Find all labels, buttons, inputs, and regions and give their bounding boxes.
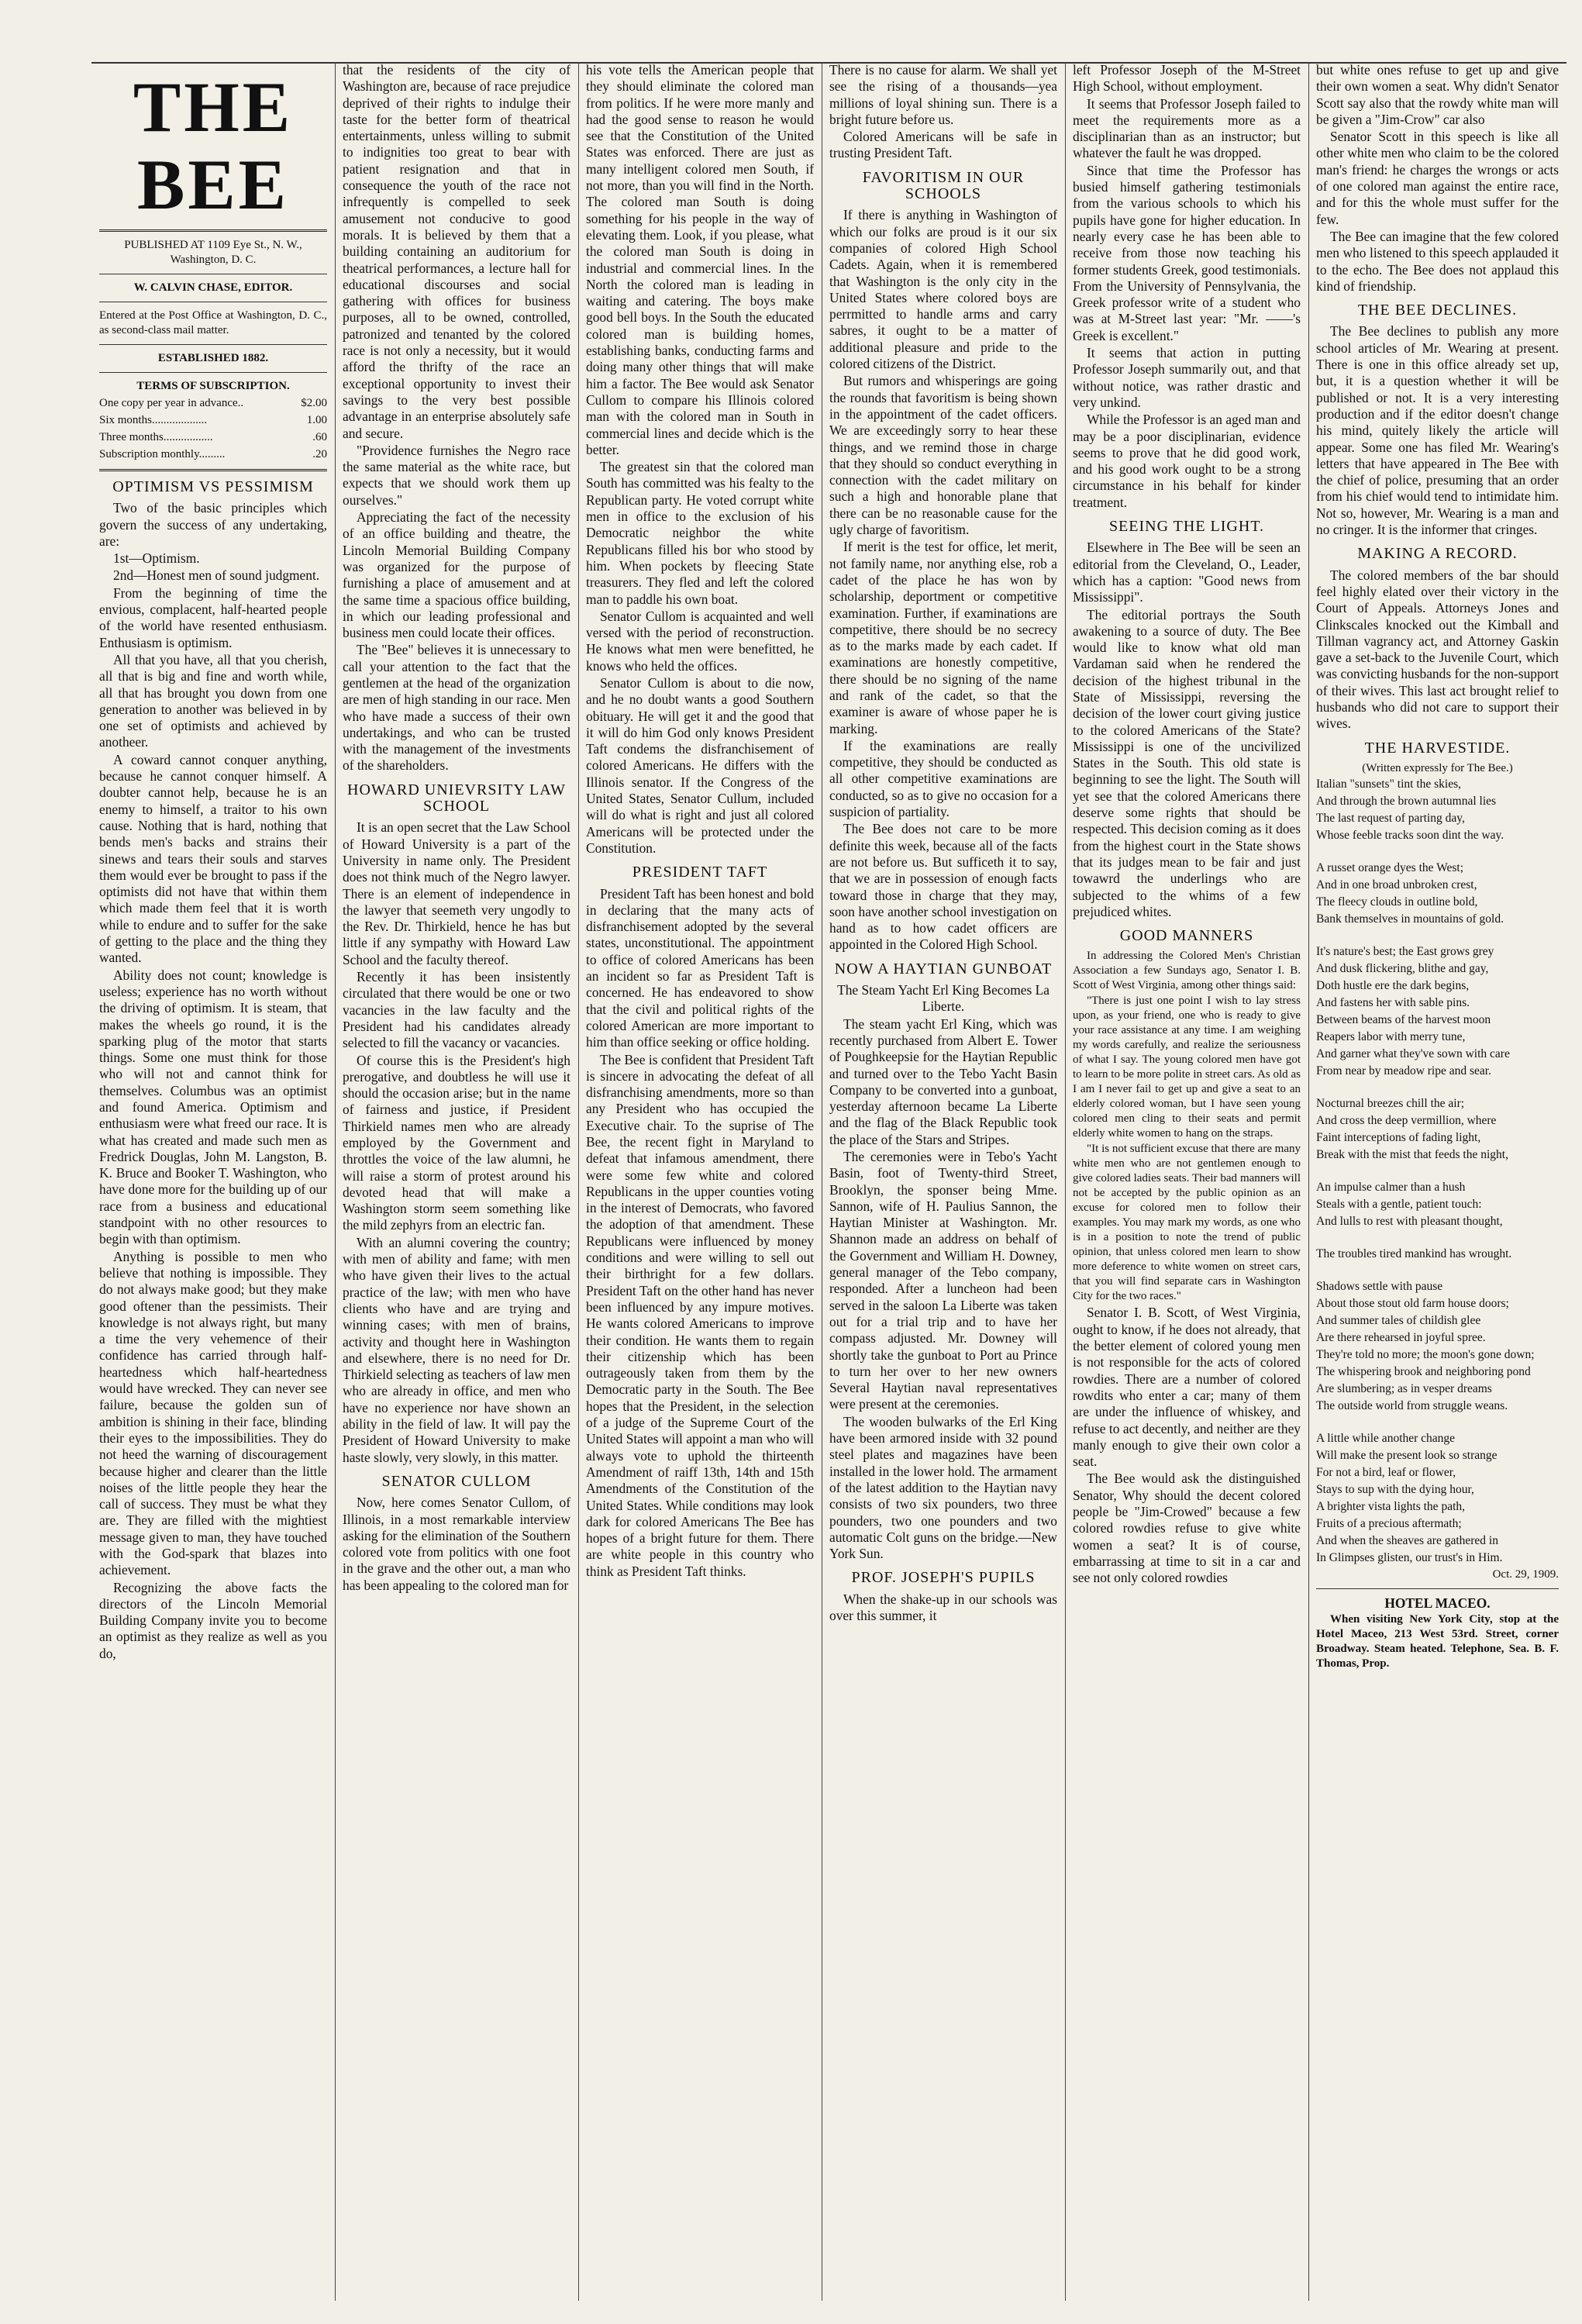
- article-paragraph: The Bee declines to publish any more school articles of Mr. Wearing at present. There is one in this office already set up, but, it is a question whether it will be published or not. It is a very interesting production and if the editor doesn't change his mind, quitely likely the article will appear. Some one has filed Mr. Wearing's letters that have appeared in The Bee with the chief of police, presuming that an order from his chief would tend to intimidate him. Not so, however, Mr. Wearing is a man and no cringer. It is the informer that cringes.: [1316, 323, 1559, 538]
- poem-stanza-gap: [1316, 1164, 1559, 1180]
- article-paragraph: President Taft has been honest and bold in declaring that the many acts of disfranchisement adopted by the several states, unconstitutional. The appointment to office of colored Americans has been an incident so far as President Taft is concerned. He has endeavored to show that the civil and political rights of the colored American are more important to him than office seeking or office holding.: [586, 885, 814, 1050]
- article-paragraph: In addressing the Colored Men's Christian Association a few Sundays ago, Senator I. B. Scott of West Virginia, among other things said:: [1073, 950, 1301, 992]
- headline-record: MAKING A RECORD.: [1357, 545, 1518, 563]
- column-3: [578, 62, 822, 2301]
- poem-line: Steals with a gentle, patient touch:: [1316, 1197, 1482, 1211]
- subheadline-haytian: The Steam Yacht Erl King Becomes La Liberte.: [837, 982, 1049, 1015]
- column-1: [91, 62, 335, 2301]
- article-paragraph: Of course this is the President's high prerogative, and doubtless he will use it should the occasion arise; but in the name of fairness and justice, if President Thirkield names men who are already employed by the Government and throttles the voice of the law alumni, he will raise a storm of protest around his devoted head that will make a Washington storm seem something like the mild zephyrs from an electric fan.: [343, 1052, 570, 1233]
- article-paragraph: that the residents of the city of Washington are, because of race prejudice deprived of their rights to indulge their taste for the better form of theatrical entertainments, unless willing to submit to indignities too great to bear with patient resignation and that in consequence the youth of the race not infrequently is compelled to seek amusement not conducive to good morals. It is believed by them that a building containing an auditorium for theatrical performances, a lecture hall for educational discourses and social gathering with offices for business purposes, all to be owned, controlled, patronized and tenanted by the colored race is not only a necessity, but it would afford the thrifty of the race an exceptional opportunity to invest their savings to the very best possible advantage in an enterprise absolutely safe and secure.: [343, 62, 570, 441]
- poem-line: Between beams of the harvest moon: [1316, 1012, 1491, 1026]
- article-paragraph: The steam yacht Erl King, which was recently purchased from Albert E. Tower of Poughkeepsie for the Haytian Republic and turned over to the Tebo Yacht Basin Company to be converted into a gunboat, yesterday afternoon became La Liberte and the flag of the Black Republic took the place of the Stars and Stripes.: [829, 1015, 1057, 1147]
- poem-line: Are slumbering; as in vesper dreams: [1316, 1381, 1492, 1395]
- poem-line: The last request of parting day,: [1316, 811, 1465, 825]
- poem-line: And lulls to rest with pleasant thought,: [1316, 1214, 1503, 1228]
- article-paragraph: Recently it has been insistently circulated that there would be one or two vacancies in the law faculty and the President had his candidates already selected to fill the vacancy or vacancies.: [343, 969, 570, 1051]
- divider: [99, 372, 327, 373]
- article-paragraph: A coward cannot conquer anything, because he cannot conquer himself. A doubter cannot help, because he is an enemy to himself, a traitor to his own cause. Nothing that is hard, nothing that bends men's backs and strains their sinews and tears their souls and starves them would ever be brought to pass if the optimists did not have that within them which made them feel that it is worth while to endure and to suffer for the sake of getting to the place and the thing they wanted.: [99, 751, 327, 966]
- article-paragraph: It is an open secret that the Law School of Howard University is a part of the University in name only. The President does not think much of the Negro lawyer. There is an element of independence in the lawyer that seemeth very ungodly to the Rev. Dr. Thirkield, hence he has but little if any sympathy with Howard Law School and the faculty thereof.: [343, 819, 570, 967]
- article-paragraph: It seems that Professor Joseph failed to meet the requirements more as a disciplinarian than as an instructor; but whatever the fault he was dropped.: [1073, 95, 1301, 161]
- headline-favoritism: FAVORITISM IN OUR SCHOOLS: [862, 168, 1025, 203]
- article-paragraph: "It is not sufficient excuse that there are many white men who are not gentlemen enough to give colored ladies seats. Their bad manners will not be accepted by the public opinion as an excuse for colored men to follow their examples. You may mark my words, as one who is in a position to note the trend of public opinion, that unless colored men learn to show more deference to white women on street cars, that you will find separate cars in Washington City for the two races.": [1073, 1143, 1301, 1303]
- poem-stanza-gap: [1316, 929, 1559, 944]
- headline-joseph: PROF. JOSEPH'S PUPILS: [851, 1569, 1036, 1587]
- poem-line: And in one broad unbroken crest,: [1316, 878, 1477, 891]
- article-paragraph: If there is anything in Washington of which our folks are proud is it our six companies of colored High School Cadets. Again, when it is remembered that Washington is the only city in the United States where colored boys are perrmitted to handle arms and carry sabres, it ought to be a matter of additional pleasure and pride to the colored citizens of the District.: [829, 207, 1057, 372]
- masthead-rule: [99, 469, 327, 471]
- masthead-title: THE BEE: [133, 67, 294, 224]
- article-paragraph: If the examinations are really competitive, they should be conducted as all other competitive examinations are conducted, so as to give no occasion for a suspicion of partiality.: [829, 737, 1057, 820]
- article-paragraph: The editorial portrays the South awakening to a source of duty. The Bee would like to know what old man Vardaman said when he rendered the decision of the highest tribunal in the State of Mississippi, reversing the decision of the lower court giving justice to the colored Americans of the State? Mississippi is one of the uncivilized States in the South. This old state is beginning to see the light. The South will yet see that the colored Americans there deserve some rights that should be respected. This decision coming as it does from the highest court in the State shows that its judges mean to be fair and just towawrd the underlings who are subjected to the whims of a few prejudiced whites.: [1073, 606, 1301, 919]
- poem: [1316, 777, 1559, 1566]
- poem-line: They're told no more; the moon's gone down;: [1316, 1347, 1535, 1361]
- poem-line: Will make the present look so strange: [1316, 1448, 1498, 1462]
- article-paragraph: The greatest sin that the colored man South has committed was his fealty to the Republican party. He voted corrupt white men in office to the exclusion of his Democratic neighbor the white Republicans filled his bor who stood by him. When pockets by fleecing State treasurers. They fled and left the colored man to paddle his own boat.: [586, 459, 814, 607]
- entered-notice: Entered at the Post Office at Washington, D. C., as second-class mail matter.: [99, 309, 327, 336]
- article-paragraph: Senator Scott in this speech is like all other white men who claim to be the colored man's friend: he charges the wrongs or acts of one colored man against the entire race, and for this the whole must suffer for the few.: [1316, 129, 1559, 227]
- poem-line: A russet orange dyes the West;: [1316, 860, 1464, 874]
- terms-row: [99, 429, 327, 446]
- article-paragraph: It seems that action in putting Professor Joseph summarily out, and that without notice, was rather drastic and very unkind.: [1073, 345, 1301, 410]
- article-paragraph: Anything is possible to men who believe that nothing is impossible. They do not always make good; but they make good oftener than the pessimists. Their knowledge is not always right, but many a time the very vehemence of their confidence has carried through half-heartedness which half-heartedness would have wrecked. They can never see failure, because the golden sun of ambition is shining in their face, blinding their eyes to the impossibilities. They do not heed the warning of discouragement because higher and clearer than the little noises of the little people they hear the call of success. They must be what they are. They are filled with the mightiest message given to man, they have touched with the God-spark that blazes into achievement.: [99, 1248, 327, 1578]
- article-paragraph: but white ones refuse to get up and give their own women a seat. Why didn't Senator Scott say also that the rowdy white man will be given a "Jim-Crow" car also: [1316, 62, 1559, 127]
- poem-line: An impulse calmer than a hush: [1316, 1180, 1466, 1194]
- article-paragraph: Elsewhere in The Bee will be seen an editorial from the Cleveland, O., Leader, which has a caption: "Good news from Mississippi".: [1073, 540, 1301, 605]
- terms-value: 1.00: [306, 414, 327, 426]
- poem-line: In Glimpses glisten, our trust's in Him.: [1316, 1550, 1503, 1564]
- headline-haytian: NOW A HAYTIAN GUNBOAT: [834, 960, 1053, 978]
- article-paragraph: All that you have, all that you cherish, all that is big and fine and worth while, all that has brought you down from one generation to another was believed in by one set of optimists and achieved by anotheer.: [99, 651, 327, 750]
- editor-line: W. CALVIN CHASE, EDITOR.: [133, 281, 293, 294]
- poem-line: Shadows settle with pause: [1316, 1279, 1443, 1293]
- terms-title: TERMS OF SUBSCRIPTION.: [136, 380, 290, 392]
- article-paragraph: left Professor Joseph of the M-Street High School, without employment.: [1073, 62, 1301, 95]
- column-2: [335, 62, 578, 2301]
- terms-value: .60: [312, 431, 327, 443]
- column-4: [822, 62, 1065, 2301]
- published-at: PUBLISHED AT 1109 Eye St., N. W., Washington, D. C.: [124, 239, 302, 266]
- poem-date: Oct. 29, 1909.: [1492, 1567, 1559, 1581]
- headline-optimism: OPTIMISM VS PESSIMISM: [112, 478, 314, 495]
- poem-stanza-gap: [1316, 1264, 1559, 1279]
- poem-byline: (Written expressly for The Bee.): [1362, 761, 1513, 774]
- poem-line: And cross the deep vermillion, where: [1316, 1113, 1497, 1127]
- poem-line: About those stout old farm house doors;: [1316, 1296, 1509, 1310]
- poem-line: A brighter vista lights the path,: [1316, 1499, 1466, 1513]
- article-paragraph: Two of the basic principles which govern the success of any undertaking, are:: [99, 500, 327, 549]
- article-paragraph: The colored members of the bar should feel highly elated over their victory in the Court of Appeals. Attorneys Jones and Clinkscales knocked out the Kimball and Tillman vagrancy act, and Attorney Gaskin gave a set-back to the Juvenile Court, which was convicting husbands for the non-support of their wives. This last act brought relief to husbands who did not care to support their wives.: [1316, 567, 1559, 732]
- poem-stanza-gap: [1316, 845, 1559, 860]
- article-paragraph: The Bee does not care to be more definite this week, because all of the facts are not before us. But sufficeth it to say, that we are in possession of enough facts toward those in charge that they may, soon have another school investigation on hand as to how cadet officers are appointed in the Colored High School.: [829, 821, 1057, 953]
- article-paragraph: There is no cause for alarm. We shall yet see the rising of a thousands—yea millions of loyal shining sun. There is a bright future before us.: [829, 62, 1057, 127]
- article-paragraph: The Bee is confident that President Taft is sincere in advocating the defeat of all disfranchising amendments, more so than any President who has occupied the Executive chair. To the suprise of The Bee, the recent fight in Maryland to defeat that infamous amendment, there were some few white and colored Republicans in the upper counties voting in the interest of Democrats, who favored the adoption of that amendment. These Republicans were influenced by money conditions and were willing to sell out their birthright for a few dollars. President Taft on the other hand has never been influenced by any impure motives. He wants colored Americans to improve their condition. He wants them to regain their citizenship which has been outrageously taken from them by the Democratic party in the South. The Bee hopes that the President, in the selection of a judge of the Supreme Court of the United States will appoint a man who will always vote to uphold the thirteenth Amendment of raiff 13th, 14th and 15th Amendments of the Constitution of the United States. While conditions may look dark for colored Americans The Bee has hopes of a bright future for them. There are white people in this country who think as President Taft thinks.: [586, 1051, 814, 1579]
- article-paragraph: If merit is the test for office, let merit, not family name, nor anything else, rob a cadet of the place he has won by scholarship, deportment or competitive examination. Further, if examinations are competitive, there should be no secrecy as to the marks made by each cadet. If examinations are honestly competitive, there should be no signing of the name and rank of the cadet, so that the examiner is aware of whose paper he is marking.: [829, 539, 1057, 736]
- article-paragraph: The wooden bulwarks of the Erl King have been armored inside with 32 pound steel plates and magazines have been installed in the lower hold. The armament of the latest addition to the Haytian navy consists of two six pounders, two three pounders, two one pounders and two automatic Colt guns on the bridge.—New York Sun.: [829, 1413, 1057, 1562]
- poem-line: Break with the mist that feeds the night,: [1316, 1147, 1508, 1161]
- poem-line: Faint interceptions of fading light,: [1316, 1130, 1481, 1144]
- article-paragraph: Now, here comes Senator Cullom, of Illinois, in a most remarkable interview asking for the elimination of the Southern colored vote from politics with one foot in the grave and the other out, a man who has been appealing to the colored man for: [343, 1495, 570, 1593]
- article-paragraph: With an alumni covering the country; with men of ability and fame; with men who have given their lives to the actual practice of the law; with men who have clients who have and are trying and winning cases; with men of brains, activity and thought here in Washington and elsewhere, there is no need for Dr. Thirkield selecting as teachers of law men who are already in office, and men who have no experience nor have shown an ability in the field of law. It will pay the President of Howard University to make haste slowly, very slowly, in this matter.: [343, 1234, 570, 1465]
- terms-row: [99, 395, 327, 412]
- article-paragraph: Colored Americans will be safe in trusting President Taft.: [829, 129, 1057, 161]
- article-paragraph: Since that time the Professor has busied himself gathering testimonials from the various schools to which his pupils have gone for higher education. In nearly every case he has been able to receive from those now teaching his former students Greek, good testimonials. From the University of Pennsylvania, the Greek professor write of a student who was at M-Street last year: "Mr. ——'s Greek is excellent.": [1073, 162, 1301, 343]
- poem-line: The outside world from struggle weans.: [1316, 1398, 1508, 1412]
- article-paragraph: Ability does not count; knowledge is useless; experience has no worth without the driving of optimism. It is steam, that makes the wheels go round, it is the sparking plug of the motor that starts things. Some one must think for those who will not and cannot think for themselves. Columbus was an optimist and found America. Optimism and enthusiasm were what freed our race. It is what has created and made such men as Fredrick Douglas, John M. Langston, B. K. Bruce and Booker T. Washington, who have done more for the building up of our race from a business and educational standpoint with no other resources to begin with than optimism.: [99, 967, 327, 1247]
- article-paragraph: 2nd—Honest men of sound judgment.: [113, 567, 320, 584]
- terms-row: [99, 412, 327, 429]
- poem-stanza-gap: [1316, 1081, 1559, 1096]
- terms-label: Three months.................: [99, 431, 213, 443]
- article-paragraph: Senator I. B. Scott, of West Virginia, ought to know, if he does not already, that the better element of colored young men is not responsible for the acts of colored rowdies. There are a number of colored rowdits who enter a car; many of them are under the influence of whiskey, and refuse to act decently, and neither are they manly enough to give their own color a seat.: [1073, 1305, 1301, 1470]
- poem-line: And garner what they've sown with care: [1316, 1046, 1510, 1060]
- terms-value: .20: [312, 448, 327, 460]
- terms-label: Subscription monthly.........: [99, 448, 226, 460]
- poem-line: Bank themselves in mountains of gold.: [1316, 912, 1504, 926]
- poem-line: It's nature's best; the East grows grey: [1316, 944, 1494, 958]
- poem-line: The fleecy clouds in outline bold,: [1316, 895, 1478, 909]
- terms-table: [99, 395, 327, 463]
- poem-line: And fastens her with sable pins.: [1316, 995, 1470, 1009]
- article-paragraph: The Bee would ask the distinguished Senator, Why should the decent colored people be "Jim-Crowed" because a few colored rowdies refuse to give white women a seat? It is of course, embarrassing at time to sit in a car and see not only colored rowdies: [1073, 1471, 1301, 1586]
- article-paragraph: But rumors and whisperings are going the rounds that favoritism is being shown in the appointment of the cadet officers. We are exceedingly sorry to hear these things, and we remind those in charge that they should so conduct everything in connection with the cadet military on such a high and honorable plane that there can be no reasonable cause for the ugly charge of favoritism.: [829, 373, 1057, 538]
- poem-line: Are there rehearsed in joyful spree.: [1316, 1330, 1486, 1344]
- poem-stanza-gap: [1316, 1415, 1559, 1431]
- headline-howard: HOWARD UNIEVRSITY LAW SCHOOL: [347, 781, 566, 815]
- terms-label: One copy per year in advance..: [99, 397, 244, 409]
- poem-line: Stays to sup with the dying hour,: [1316, 1482, 1474, 1496]
- article-paragraph: The Bee can imagine that the few colored men who listened to this speech applauded it to the echo. The Bee does not applaud this kind of friendship.: [1316, 228, 1559, 294]
- ad-title: HOTEL MACEO.: [1384, 1595, 1491, 1611]
- article-paragraph: Appreciating the fact of the necessity of an office building and theatre, the Lincoln Memorial Building Company was organized for the purpose of furnishing a place of amusement and at the same time a spacious office building, in which our leading professional and business men could locate their offices.: [343, 509, 570, 641]
- poem-line: The troubles tired mankind has wrought.: [1316, 1246, 1512, 1260]
- article-paragraph: While the Professor is an aged man and may be a poor disciplinarian, evidence seems to prove that he did good work, and his good work ought to be a strong circumstance in his behalf for kinder treatment.: [1073, 412, 1301, 510]
- terms-label: Six months...................: [99, 414, 208, 426]
- poem-line: And when the sheaves are gathered in: [1316, 1533, 1498, 1547]
- article-paragraph: From the beginning of time the envious, complacent, half-hearted people of the world have resented enthusiasm. Enthusiasm is optimism.: [99, 584, 327, 650]
- terms-row: [99, 446, 327, 463]
- poem-line: And summer tales of childish glee: [1316, 1313, 1481, 1327]
- poem-line: Nocturnal breezes chill the air;: [1316, 1096, 1465, 1110]
- masthead-rule: [99, 229, 327, 232]
- headline-taft: PRESIDENT TAFT: [632, 864, 768, 881]
- poem-line: Italian "sunsets" tint the skies,: [1316, 777, 1462, 791]
- poem-line: A little while another change: [1316, 1431, 1456, 1445]
- poem-line: For not a bird, leaf or flower,: [1316, 1465, 1456, 1479]
- article-paragraph: "Providence furnishes the Negro race the same material as the white race, but expects that we should work them up ourselves.": [343, 442, 570, 508]
- poem-line: Fruits of a precious aftermath;: [1316, 1516, 1462, 1530]
- headline-harvest: THE HARVESTIDE.: [1364, 739, 1511, 757]
- divider: [1316, 1588, 1559, 1589]
- headline-light: SEEING THE LIGHT.: [1108, 518, 1265, 536]
- divider: [99, 344, 327, 345]
- headline-manners: GOOD MANNERS: [1119, 927, 1254, 945]
- ad-text: When visiting New York City, stop at the Hotel Maceo, 213 West 53rd. Street, corner Broadway. Steam heated. Telephone, Sea. B. F. Thomas, Prop.: [1316, 1613, 1559, 1671]
- article-paragraph: When the shake-up in our schools was over this summer, it: [829, 1591, 1057, 1624]
- headline-cullom: SENATOR CULLOM: [381, 1472, 532, 1490]
- article-paragraph: The "Bee" believes it is unnecessary to call your attention to the fact that the gentlemen at the head of the organization are men of high standing in our race. Men who have made a success of their own undertakings, and who can be trusted with the management of the investments of the shareholders.: [343, 642, 570, 774]
- article-paragraph: Senator Cullom is acquainted and well versed with the period of reconstruction. He knows what men were benefitted, he knows who held the offices.: [586, 608, 814, 674]
- headline-declines: THE BEE DECLINES.: [1357, 302, 1518, 319]
- poem-line: And through the brown autumnal lies: [1316, 794, 1497, 808]
- article-paragraph: Senator Cullom is about to die now, and he no doubt wants a good Southern obituary. He will get it and the good that it will do him God only knows President Taft condems the disfranchisement of colored Americans. He differs with the Illinois senator. If the Congress of the United States, Senator Cullum, included will do what is right and just all colored Americans will be protected under the Constitution.: [586, 674, 814, 856]
- column-5: [1065, 62, 1308, 2301]
- article-paragraph: The ceremonies were in Tebo's Yacht Basin, foot of Twenty-third Street, Brooklyn, the sponser being Mme. Sannon, wife of H. Paulius Sannon, the Haytian Minister at Washington. Mr. Shannon made an address on behalf of the Government and William H. Downey, general manager of the Tebo company, responded. After a luncheon had been served in the saloon La Liberte was taken out for a trial trip and to have her compass adjusted. Mr. Downey will shortly take the gunboat to Port au Prince to turn her over to her new owners Several Haytian naval representatives were present at the ceremonies.: [829, 1149, 1057, 1412]
- poem-line: The whispering brook and neighboring pond: [1316, 1364, 1531, 1378]
- established-line: ESTABLISHED 1882.: [157, 352, 269, 364]
- article-paragraph: "There is just one point I wish to lay stress upon, as your friend, one who is ready to give your race assistance at any time. I am weighing my words carefully, and realize the seriousness of what I say. The young colored men have got to learn to be more polite in street cars. As old as I am I never fail to get up and give a seat to an elderly colored woman, but I have seen young colored men cling to their seats and permit elderly white women to hang on the straps.: [1073, 995, 1301, 1140]
- article-paragraph: Recognizing the above facts the directors of the Lincoln Memorial Building Company invite you to become an optimist as they realize as well as you do,: [99, 1579, 327, 1661]
- poem-line: From near by meadow ripe and sear.: [1316, 1064, 1491, 1078]
- poem-line: Reapers labor with merry tune,: [1316, 1029, 1466, 1043]
- article-paragraph: his vote tells the American people that they should eliminate the colored man from politics. If he were more manly and had the good sense to reason he would see that the Constitution of the United States was enforced. There are just as many intelligent colored men South, if not more, than you will find in the North. The colored man South is doing something for his people in the way of elevating them. Look, if you please, what the colored man South is doing in industrial and commercial lines. In the North the colored man is leading in waiting and catering. The boys make good bell boys. In the South the educated colored man is building homes, establishing banks, conducting farms and doing many other things that will make him a factor. The Bee would ask Senator Cullom to compare his Illinois colored man with the colored man in South in commercial lines and decide which is the better.: [586, 62, 814, 457]
- poem-stanza-gap: [1316, 1231, 1559, 1246]
- terms-value: $2.00: [301, 397, 327, 409]
- column-6: [1308, 62, 1566, 2301]
- poem-line: Doth hustle ere the dark begins,: [1316, 978, 1470, 992]
- poem-line: And dusk flickering, blithe and gay,: [1316, 961, 1489, 975]
- article-paragraph: 1st—Optimism.: [113, 550, 200, 567]
- poem-line: Whose feeble tracks soon dint the way.: [1316, 828, 1504, 842]
